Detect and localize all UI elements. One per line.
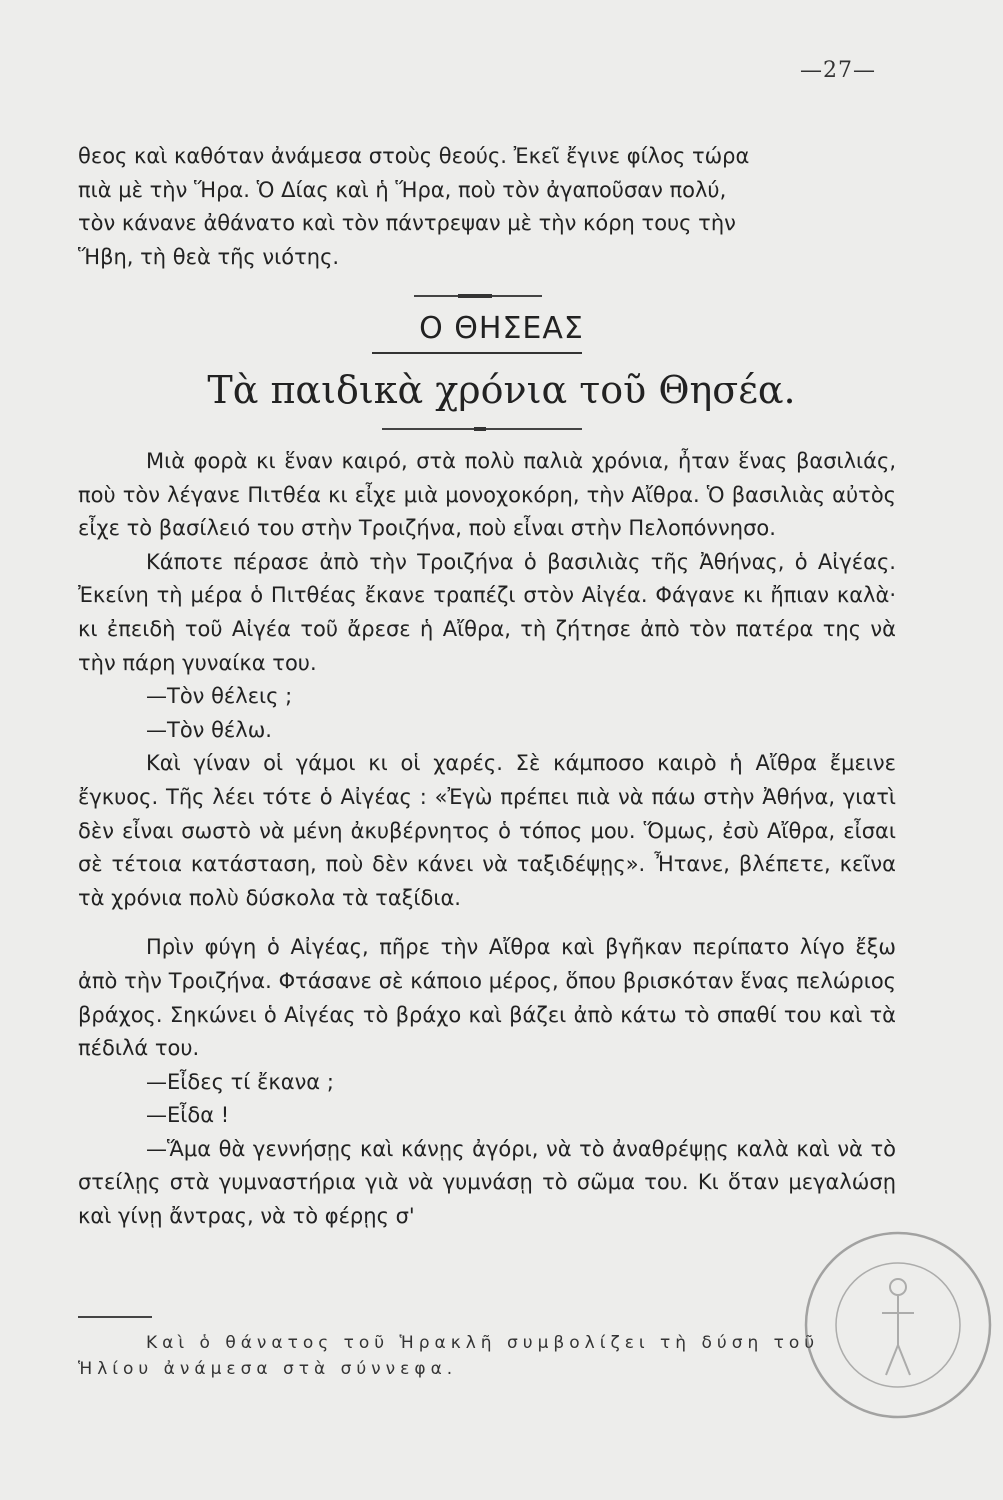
- dialogue-line: —Εἶδες τί ἔκανα ;: [146, 1069, 334, 1094]
- dialogue-line: —Τὸν θέλω.: [146, 717, 272, 742]
- footnote-text: Καὶ ὁ θάνατος τοῦ Ἡρακλῆ συμβολίζει τὴ δύση τοῦ: [146, 1333, 820, 1353]
- paragraph: Κάποτε πέρασε ἀπὸ τὴν Τροιζήνα ὁ βασιλιὰς τῆς Ἀθήνας, ὁ Αἰγέας. Ἐκείνη τὴ μέρα ὁ Πιτθέας ἔκανε τραπέζι στὸν Αἰγέα. Φάγανε κι ἤπιαν καλὰ· κι ἐπειδὴ τοῦ Αἰγέα τοῦ ἄρεσε ἡ Αἴθρα, τὴ ζήτησε ἀπὸ τὸν πατέρα της νὰ τὴν πάρη γυναίκα του.: [78, 549, 896, 675]
- paragraph: Καὶ γίναν οἱ γάμοι κι οἱ χαρές. Σὲ κάμποσο καιρὸ ἡ Αἴθρα ἔμεινε ἔγκυος. Τῆς λέει τότε ὁ Αἰγέας : «Ἐγὼ πρέπει πιὰ νὰ πάω στὴν Ἀθήνα, γιατὶ δὲν εἶναι σωστὸ νὰ μένη ἀκυβέρνητος ὁ τόπος μου. Ὅμως, ἐσὺ Αἴθρα, εἶσαι σὲ τέτοια κατάσταση, ποὺ δὲν κάνει νὰ ταξιδέψῃς». Ἦτανε, βλέπετε, κεῖνα τὰ χρόνια πολὺ δύσκολα τὰ ταξίδια.: [78, 751, 896, 910]
- footnote-text: Ἡλίου ἀνάμεσα στὰ σύννεφα.: [78, 1359, 458, 1379]
- dialogue-line: —Τὸν θέλεις ;: [146, 684, 293, 709]
- body-text: [78, 445, 896, 1234]
- dialogue-line: —Εἶδα !: [146, 1103, 230, 1128]
- footnote: [78, 1330, 908, 1382]
- top-ornament: [414, 295, 542, 297]
- stamp-figure-icon: [882, 1279, 914, 1375]
- intro-line: τὸν κάνανε ἀθάνατο καὶ τὸν πάντρεψαν μὲ τὴν κόρη τους τὴν: [78, 211, 736, 236]
- title-underline: [372, 352, 582, 354]
- footnote-line: [78, 1330, 908, 1356]
- page-number: —27—: [800, 58, 876, 83]
- section-title: Ο ΘΗΣΕΑΣ: [419, 311, 584, 346]
- intro-line: θεος καὶ καθόταν ἀνάμεσα στοὺς θεούς. Ἐκεῖ ἔγινε φίλος τώρα: [78, 144, 750, 168]
- paragraph: —Ἅμα θὰ γεννήσῃς καὶ κάνῃς ἀγόρι, νὰ τὸ ἀναθρέψῃς καλὰ καὶ νὰ τὸ στείλῃς στὰ γυμναστήρια γιὰ νὰ γυμνάσῃ τὸ σῶμα του. Κι ὅταν μεγαλώσῃ καὶ γίνῃ ἄντρας, νὰ τὸ φέρῃς σ': [78, 1136, 896, 1229]
- paragraph: Μιὰ φορὰ κι ἕναν καιρό, στὰ πολὺ παλιὰ χρόνια, ἦταν ἕνας βασιλιάς, ποὺ τὸν λέγανε Πιτθέα κι εἶχε μιὰ μονοχοκόρη, τὴν Αἴθρα. Ὁ βασιλιὰς αὐτὸς εἶχε τὸ βασίλειό του στὴν Τροιζήνα, ποὺ εἶναι στὴν Πελοπόννησο.: [78, 449, 896, 541]
- intro-text: [78, 140, 896, 274]
- footnote-line: [78, 1356, 908, 1382]
- intro-line: πιὰ μὲ τὴν Ἥρα. Ὁ Δίας καὶ ἡ Ἥρα, ποὺ τὸν ἀγαποῦσαν πολύ,: [78, 177, 727, 202]
- paragraph: Πρὶν φύγη ὁ Αἰγέας, πῆρε τὴν Αἴθρα καὶ βγῆκαν περίπατο λίγο ἔξω ἀπὸ τὴν Τροιζήνα. Φτάσανε σὲ κάποιο μέρος, ὅπου βρισκόταν ἕνας πελώριος βράχος. Σηκώνει ὁ Αἰγέας τὸ βράχο καὶ βάζει ἀπὸ κάτω τὸ σπαθί του καὶ τὰ πέδιλά του.: [78, 935, 896, 1061]
- chapter-title: Τὰ παιδικὰ χρόνια τοῦ Θησέα.: [207, 368, 796, 412]
- library-stamp: [798, 1225, 998, 1425]
- footnote-rule: [78, 1316, 152, 1318]
- chapter-ornament: [382, 428, 582, 430]
- intro-line: Ἥβη, τὴ θεὰ τῆς νιότης.: [78, 244, 340, 269]
